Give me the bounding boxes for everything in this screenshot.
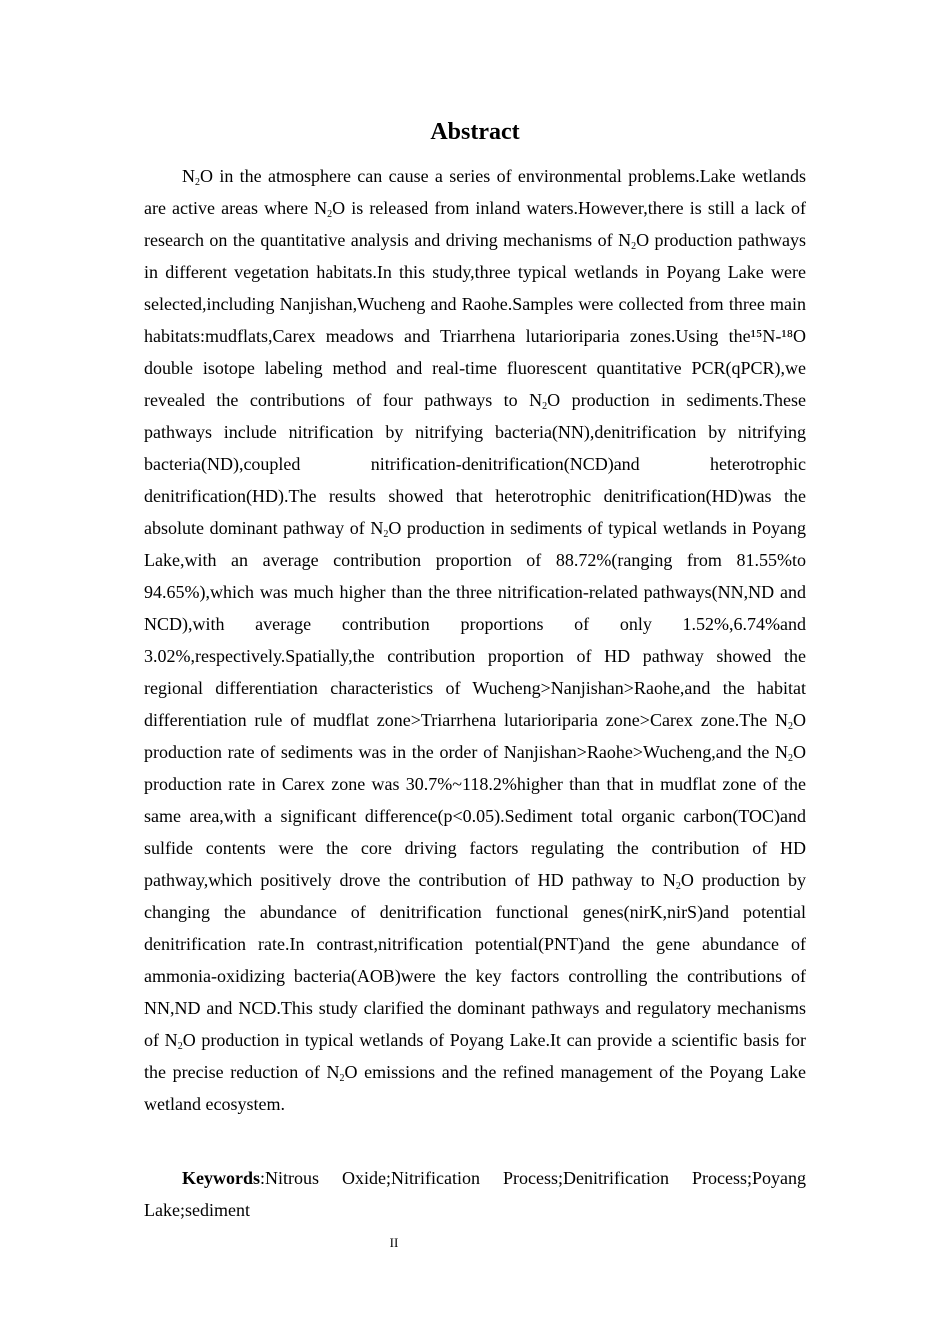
subscript: 2: [339, 1073, 345, 1084]
abstract-text: O emissions and the refined management of the Poyang Lake wetland ecosystem.: [144, 1062, 806, 1114]
page-number: II: [389, 1235, 399, 1250]
subscript: 2: [631, 241, 637, 252]
subscript: 2: [788, 721, 793, 732]
abstract-text: O production in typical wetlands of Poyang Lake.It can provide a scientific basis for the precise reduction of N: [144, 1030, 806, 1082]
keywords-text: :Nitrous Oxide;Nitrification Process;Denitrification Process;Poyang Lake;sediment: [144, 1168, 806, 1220]
abstract-text: O production by changing the abundance of denitrification functional genes(nirK,nirS)and potential denitrification rate.In contrast,nitrification potential(PNT)and the gene abundance of ammonia-oxidizing bacteria(AOB)were the key factors controlling the contributions of NN,ND and NCD.This study clarified the dominant pathways and regulatory mechanisms of N: [144, 870, 807, 1050]
abstract-text: O production rate in Carex zone was 30.7%~118.2%higher than that in mudflat zone of the same area,with a significant difference(p<0.05).Sediment total organic carbon(TOC)and sulfide contents were the core driving factors regulating the contribution of HD pathway,which positively drove the contribution of HD pathway to N: [144, 742, 806, 890]
keywords-paragraph: [144, 1162, 806, 1226]
subscript: 2: [195, 177, 200, 188]
abstract-text: O production in sediments.These pathways include nitrification by nitrifying bacteria(NN),denitrification by nitrifying bacteria(ND),coupled nitrification-denitrification(NCD)and heterotrophic denitrification(HD).The results showed that heterotrophic denitrification(HD)was the absolute dominant pathway of N: [144, 390, 806, 538]
keywords-label: Keywords: [182, 1168, 260, 1188]
subscript: 2: [177, 1041, 183, 1052]
subscript: 2: [327, 209, 333, 220]
abstract-text: O production rate of sediments was in the order of Nanjishan>Raohe>Wucheng,and the N: [144, 710, 806, 762]
abstract-title: Abstract: [430, 119, 520, 145]
abstract-text: N: [182, 166, 195, 186]
abstract-text: O production in sediments of typical wetlands in Poyang Lake,with an average contribution proportion of 88.72%(ranging from 81.55%to 94.65%),which was much higher than the three nitrification-related pathways(NN,ND and NCD),with average contribution proportions of only 1.52%,6.74%and 3.02%,respectively.Spatially,the contribution proportion of HD pathway showed the regional differentiation characteristics of Wucheng>Nanjishan>Raohe,and the habitat differentiation rule of mudflat zone>Triarrhena lutarioriparia zone>Carex zone.The N: [144, 518, 807, 730]
abstract-text: O production pathways in different vegetation habitats.In this study,three typical wetlands in Poyang Lake were selected,including Nanjishan,Wucheng and Raohe.Samples were collected from three main habitats:mudflats,Carex meadows and Triarrhena lutarioriparia zones.Using the¹⁵N-¹⁸O double isotope labeling method and real-time fluorescent quantitative PCR(qPCR),we revealed the contributions of four pathways to N: [144, 230, 806, 410]
abstract-paragraph: [144, 160, 806, 1120]
subscript: 2: [383, 529, 389, 540]
abstract-text: O in the atmosphere can cause a series of environmental problems.Lake wetlands are active areas where N: [144, 166, 806, 218]
subscript: 2: [675, 881, 681, 892]
abstract-text: O is released from inland waters.However,there is still a lack of research on the quantitative analysis and driving mechanisms of N: [144, 198, 806, 250]
subscript: 2: [788, 753, 793, 764]
subscript: 2: [542, 401, 548, 412]
